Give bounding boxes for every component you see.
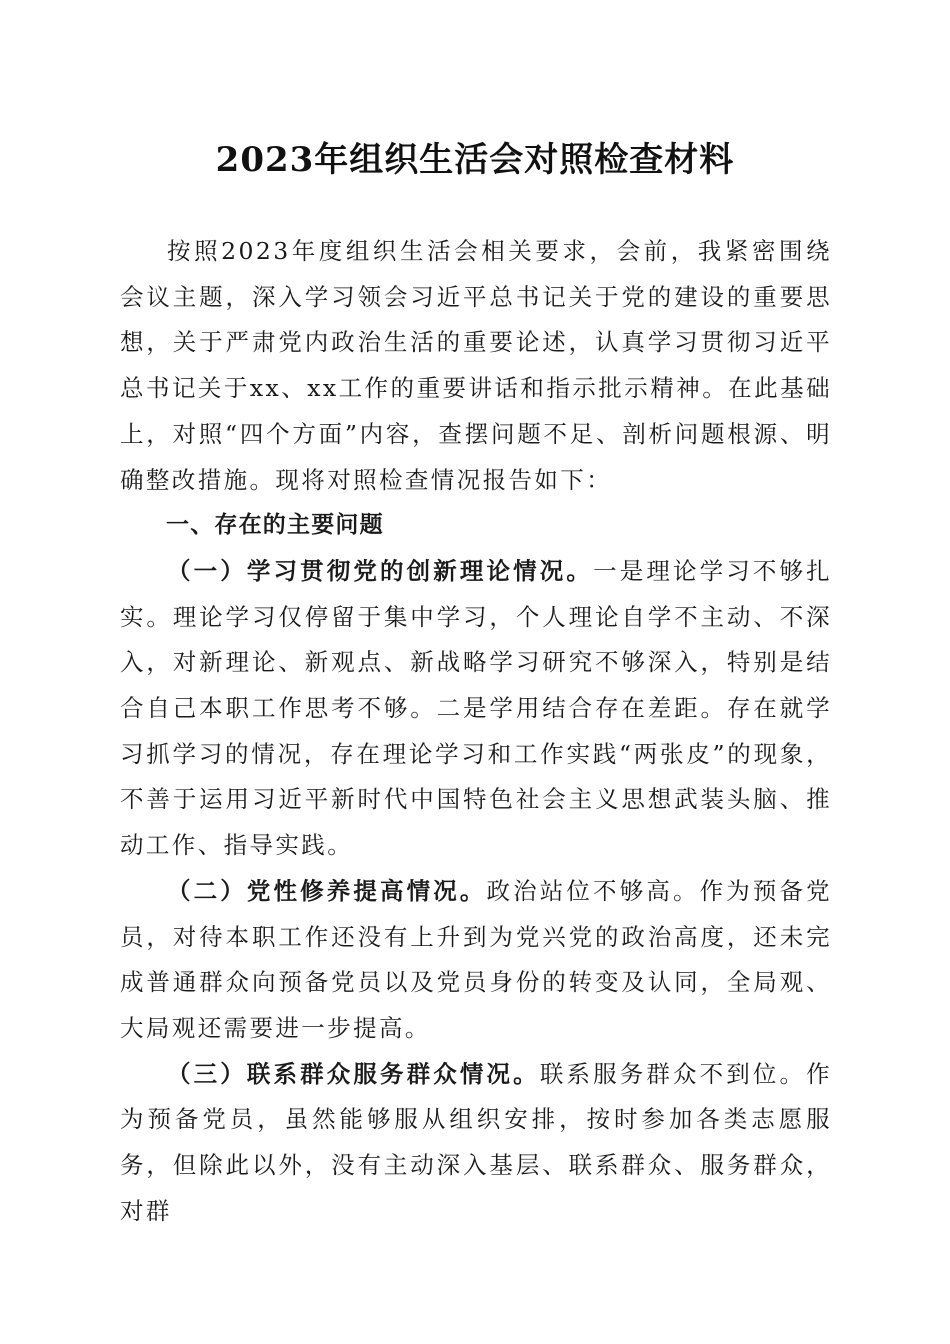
document-body [120, 229, 832, 1234]
item-text-party-spirit: 政治站位不够高。作为预备党员，对待本职工作还没有上升到为党兴党的政治高度，还未完成普通群众向预备党员以及党员身份的转变及认同，全局观、大局观还需要进一步提高。 [120, 876, 832, 1042]
item-paragraph-party-spirit [120, 869, 832, 1052]
item-lead-party-spirit: （二）党性修养提高情况。 [167, 876, 487, 905]
item-lead-theory-study: （一）学习贯彻党的创新理论情况。 [167, 556, 594, 585]
intro-paragraph: 按照2023年度组织生活会相关要求，会前，我紧密围绕会议主题，深入学习领会习近平总书记关于党的建设的重要思想，关于严肃党内政治生活的重要论述，认真学习贯彻习近平总书记关于xx、xx工作的重要讲话和指示批示精神。在此基础上，对照“四个方面”内容，查摆问题不足、剖析问题根源、明确整改措施。现将对照检查情况报告如下： [120, 237, 832, 494]
item-text-serving-masses: 联系服务群众不到位。作为预备党员，虽然能够服从组织安排，按时参加各类志愿服务，但除此以外，没有主动深入基层、联系群众、服务群众，对群 [120, 1059, 832, 1225]
section-heading-main-problems: 一、存在的主要问题 [166, 512, 384, 539]
item-paragraph-serving-masses [120, 1052, 832, 1235]
document-title: 2023年组织生活会对照检查材料 [215, 140, 735, 180]
item-lead-serving-masses: （三）联系群众服务群众情况。 [167, 1059, 540, 1088]
item-text-theory-study: 一是理论学习不够扎实。理论学习仅停留于集中学习，个人理论自学不主动、不深入，对新理论、新观点、新战略学习研究不够深入，特别是结合自己本职工作思考不够。二是学用结合存在差距。存在就学习抓学习的情况，存在理论学习和工作实践“两张皮”的现象，不善于运用习近平新时代中国特色社会主义思想武装头脑、推动工作、指导实践。 [120, 556, 832, 860]
item-paragraph-theory-study [120, 549, 832, 869]
